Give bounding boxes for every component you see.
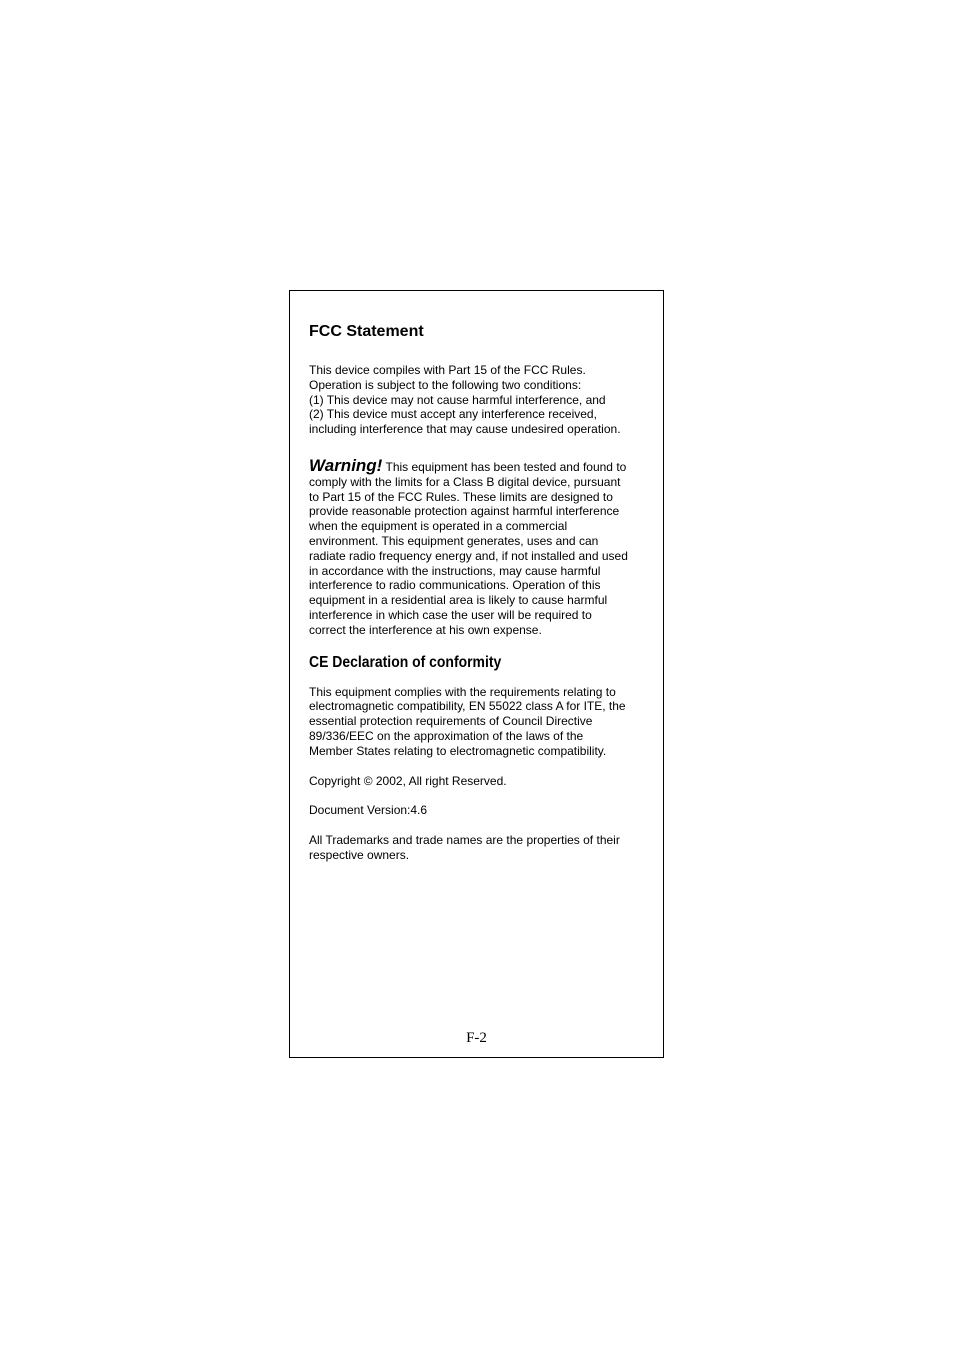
warning-line: interference to radio communications. Operation of this	[309, 578, 601, 593]
warning-line: provide reasonable protection against harmful interference	[309, 504, 620, 519]
warning-line: correct the interference at his own expense.	[309, 622, 542, 637]
trademarks-notice	[309, 833, 651, 863]
ce-line: essential protection requirements of Council Directive	[309, 714, 593, 729]
copyright-notice	[309, 774, 651, 789]
warning-line: comply with the limits for a Class B digital device, pursuant	[309, 474, 621, 489]
ce-declaration-paragraph	[309, 685, 651, 759]
document-version	[309, 803, 651, 818]
page-number: F-2	[466, 1030, 487, 1046]
fcc-line: (2) This device must accept any interference received,	[309, 407, 597, 422]
trademarks-line: respective owners.	[309, 847, 410, 862]
warning-first-line	[309, 455, 651, 475]
fcc-line: This device compiles with Part 15 of the FCC Rules.	[309, 363, 586, 377]
fcc-line: Operation is subject to the following two conditions:	[309, 377, 582, 392]
warning-line: to Part 15 of the FCC Rules. These limits are designed to	[309, 489, 613, 504]
document-version-text: Document Version:4.6	[309, 803, 428, 818]
warning-label: Warning!	[309, 455, 383, 475]
warning-line: when the equipment is operated in a commercial	[309, 519, 568, 534]
warning-line: equipment in a residential area is likely to cause harmful	[309, 593, 608, 608]
warning-first-line-text: This equipment has been tested and found to	[385, 459, 627, 474]
copyright-text: Copyright © 2002, All right Reserved.	[309, 773, 507, 788]
fcc-line: (1) This device may not cause harmful interference, and	[309, 392, 606, 407]
fcc-statement-paragraph	[309, 363, 651, 437]
warning-line: interference in which case the user will be required to	[309, 607, 592, 622]
ce-line: This equipment complies with the requirements relating to	[309, 684, 616, 699]
warning-line: environment. This equipment generates, uses and can	[309, 533, 599, 548]
warning-line: radiate radio frequency energy and, if not installed and used	[309, 548, 628, 563]
fcc-statement-heading: FCC Statement	[309, 323, 424, 340]
page-content	[309, 322, 651, 863]
fcc-line: including interference that may cause undesired operation.	[309, 422, 621, 437]
page-frame	[289, 290, 664, 1058]
ce-line: electromagnetic compatibility, EN 55022 class A for ITE, the	[309, 699, 626, 714]
trademarks-line: All Trademarks and trade names are the properties of their	[309, 833, 620, 848]
ce-declaration-heading: CE Declaration of conformity	[309, 653, 502, 671]
ce-line: 89/336/EEC on the approximation of the laws of the	[309, 728, 584, 743]
warning-paragraph	[309, 455, 651, 638]
warning-line: in accordance with the instructions, may cause harmful	[309, 563, 601, 578]
ce-line: Member States relating to electromagnetic compatibility.	[309, 743, 607, 758]
